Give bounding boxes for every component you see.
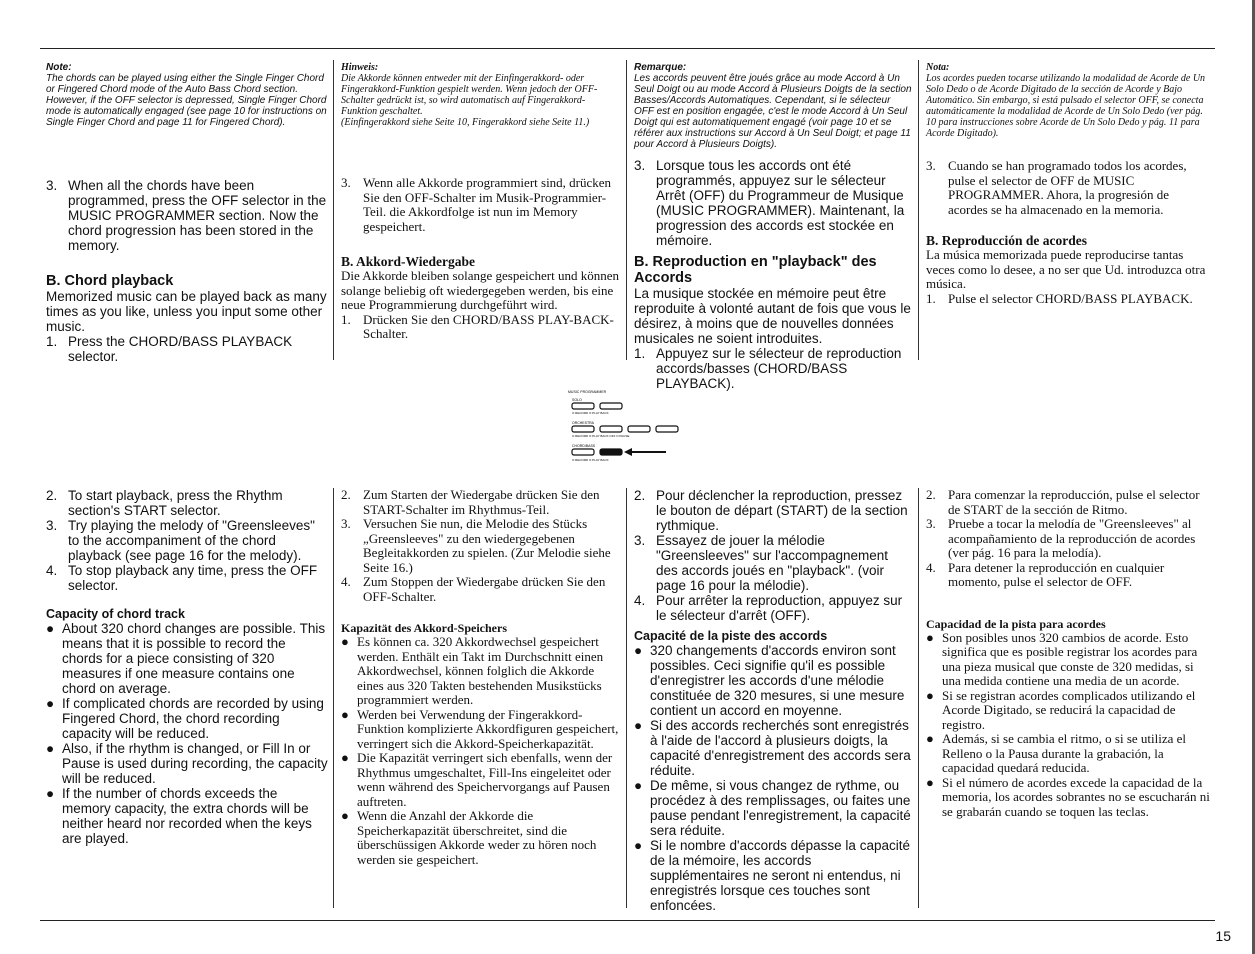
section-paragraph: Memorized music can be played back as many times as you like, unless you input some other music. [46, 289, 327, 334]
step-number: 2. [46, 488, 58, 503]
section-paragraph: La música memorizada puede reproducirse tantas veces como lo desee, a no ser que Ud. introduzca otra música. [926, 247, 1206, 291]
step-text: Pour déclencher la reproduction, pressez le bouton de départ (START) de la section rythmique. [656, 488, 908, 533]
subsection-heading: Kapazität des Akkord-Speichers [341, 621, 508, 635]
steps-list [926, 488, 1210, 590]
section-heading: B. Chord playback [46, 273, 174, 289]
separator [626, 60, 627, 360]
bullet-icon: ● [341, 750, 349, 765]
panel-svg [568, 388, 688, 468]
note-title: Remarque: [634, 62, 687, 73]
top-spanish-column [926, 62, 1210, 306]
list-item [926, 488, 1210, 517]
list-item [46, 488, 328, 518]
bullet-icon: ● [926, 731, 934, 746]
bullet-text: About 320 chord changes are possible. This means that it is possible to record the chords for a piece consisting of 320 measures if one measure contains one chord on average. [62, 621, 326, 696]
bullets-list [926, 631, 1210, 820]
bullet-text: Si el número de acordes excede la capacidad de la memoria, los acordes sobrantes no se escucharán ni se grabarán cuando se toquen las teclas. [942, 774, 1210, 819]
bullet-icon: ● [46, 621, 55, 636]
step-number: 4. [634, 593, 646, 608]
list-item [926, 517, 1210, 561]
record-button-shape [572, 426, 594, 432]
bullet-text: Werden bei Verwendung der Fingerakkord-Funktion komplizierte Akkordfiguren gespeichert, verringert sich die Akkord-Speicherkapazität. [357, 706, 619, 751]
step-number: 4. [46, 563, 58, 578]
bullets-list [634, 643, 912, 913]
bullet-icon: ● [634, 778, 643, 793]
bottom-spanish-column [926, 488, 1210, 819]
bullet-text: Son posibles unos 320 cambios de acorde. Esto significa que es posible registrar los acordes para una pieza musical que conste de 320 medidas, si una medida contiene una media de un acorde. [942, 629, 1198, 688]
bullet-text: Si se registran acordes complicados utilizando el Acorde Digitado, se reducirá la capacidad de registro. [942, 687, 1196, 732]
panel-row-label: CHORD/BASS [572, 444, 596, 448]
bullet-text: Die Kapazität verringert sich ebenfalls, wenn der Rhythmus umgeschaltet, Fill-Ins eingeleitet oder wenn während des Speichervorgangs auf Pausen auftreten. [357, 750, 613, 809]
step-number: 4. [341, 574, 351, 589]
off-button-shape [628, 426, 650, 432]
step-text: Versuchen Sie nun, die Melodie des Stücks „Greensleeves" zu den wiedergegebenen Begleitakkorden zu spielen. (Zur Melodie siehe Seite 16.) [363, 516, 611, 575]
list-item [634, 533, 912, 593]
list-item [46, 786, 328, 846]
list-item [634, 593, 912, 623]
record-button-shape [572, 403, 594, 409]
bullet-icon: ● [46, 786, 55, 801]
step-text: Pour arrêter la reproduction, appuyez sur le sélecteur d'arrêt (OFF). [656, 593, 903, 623]
bullets-list [341, 635, 619, 867]
note-text-2: (Einfingerakkord siehe Seite 10, Fingerakkord siehe Seite 11.) [341, 117, 590, 128]
step-number: 4. [926, 559, 936, 575]
bullet-icon: ● [341, 808, 349, 823]
note-text: Los acordes pueden tocarse utilizando la modalidad de Acorde de Un Solo Dedo o de Acorde Digitado de la sección de Acorde y Bajo Automático. Sin embargo, si está pulsado el selector OFF, se conecta automáticamente la modalidad de Acorde de Un Solo Dedo (ver pág. 10 para instrucciones sobre Acorde de Un Solo Dedo y pág. 11 para Acorde Digitado). [926, 73, 1206, 139]
step-text: Try playing the melody of "Greensleeves" to the accompaniment of the chord playback (see page 16 for the melody). [68, 518, 315, 563]
bullet-text: If complicated chords are recorded by using Fingered Chord, the chord recording capacity will be reduced. [62, 696, 324, 741]
step-text: Para detener la reproducción en cualquier momento, pulse el selector de OFF. [948, 559, 1165, 589]
playback-button-shape [600, 403, 622, 409]
note-title: Hinweis: [341, 62, 379, 73]
list-item [341, 708, 619, 752]
top-rule [40, 48, 1215, 49]
bottom-english-column [46, 488, 328, 846]
bullet-icon: ● [341, 706, 349, 722]
section-heading: B. Reproducción de acordes [926, 233, 1087, 248]
section-paragraph: La musique stockée en mémoire peut être reproduite à volonté autant de fois que vous le désirez, à moins que de nouvelles données musicales ne soient introduites. [634, 286, 911, 346]
panel-title: MUSIC PROGRAMMER [568, 390, 607, 394]
list-item [46, 741, 328, 786]
bullet-icon: ● [634, 643, 643, 658]
step-number: 2. [926, 487, 936, 502]
subsection-heading: Capacité de la piste des accords [634, 629, 828, 643]
step-text: Zum Starten der Wiedergabe drücken Sie den START-Schalter im Rhythmus-Teil. [363, 487, 600, 517]
list-item [341, 751, 619, 809]
step-1: 1. Press the CHORD/BASS PLAYBACK selector. [46, 334, 293, 364]
section-heading: B. Akkord-Wiedergabe [341, 254, 476, 269]
subsection-heading: Capacidad de la pista para acordes [926, 616, 1106, 631]
step-number: 2. [634, 488, 646, 503]
bottom-german-column [341, 488, 619, 867]
step-text: Zum Stoppen der Wiedergabe drücken Sie den OFF-Schalter. [363, 574, 606, 604]
bullets-list [46, 621, 328, 846]
record-button-shape [572, 449, 594, 455]
step-1: 1. Pulse el selector CHORD/BASS PLAYBACK. [926, 290, 1193, 306]
list-item [341, 517, 619, 575]
step-number: 3. [46, 518, 58, 533]
panel-button-labels: O RECORD O PLAY BACK OFF O PAUSE [572, 434, 630, 438]
step-number: 2. [341, 487, 351, 502]
bullet-icon: ● [926, 687, 934, 703]
playback-button-pressed-shape [600, 449, 622, 455]
step-number: 3. [634, 533, 646, 548]
top-english-column [46, 62, 328, 364]
note-text: Die Akkorde können entweder mit der Einfingerakkord- oder Fingerakkord-Funktion gespielt werden. Wenn jedoch der OFF-Schalter gedrückt ist, so wird automatisch auf Fingerakkord-Funktion geschaltet. [341, 73, 598, 117]
panel-button-labels: O RECORD O PLAY BACK [572, 458, 609, 462]
playback-button-shape [600, 426, 622, 432]
section-heading: B. Reproduction en "playback" des Accords [634, 254, 877, 286]
note-title: Nota: [926, 62, 950, 73]
bullet-icon: ● [926, 774, 934, 790]
list-item [926, 631, 1210, 689]
subsection-heading: Capacity of chord track [46, 607, 185, 621]
steps-list [341, 488, 619, 604]
bullet-text: Si des accords recherchés sont enregistrés à l'aide de l'accord à plusieurs doigts, la capacité d'enregistrement des accords sera réduite. [650, 718, 911, 778]
panel-row-label: ORCHESTRA [572, 421, 594, 425]
steps-list [634, 488, 912, 623]
list-item [341, 809, 619, 867]
top-german-column [341, 62, 619, 342]
bullet-text: De même, si vous changez de rythme, ou procédez à des remplissages, ou faites une pause pendant l'enregistrement, la capacité sera réduite. [650, 778, 911, 838]
list-item [341, 635, 619, 708]
step-3: 3. Cuando se han programado todos los acordes, pulse el selector de OFF de MUSIC PROGRAMMER. Ahora, la progresión de acordes se ha almacenado en la memoria. [926, 158, 1187, 217]
step-1: 1. Drücken Sie den CHORD/BASS PLAY-BACK-Schalter. [341, 311, 614, 341]
bullet-icon: ● [46, 696, 55, 711]
bullet-text: Wenn die Anzahl der Akkorde die Speicherkapazität überschreitet, sind die überschüssigen Akkorde weder zu hören noch werden sie gespeichert. [357, 808, 597, 867]
note-text: The chords can be played using either the Single Finger Chord or Fingered Chord mode of the Auto Bass Chord section. However, if the OFF selector is depressed, Single Finger Chord mode is automatically engaged (see page 10 for instructions on Single Finger Chord and page 11 for Fingered Chord). [46, 73, 327, 128]
bottom-rule [40, 920, 1215, 921]
step-1: 1. Appuyez sur le sélecteur de reproduction accords/basses (CHORD/BASS PLAYBACK). [634, 346, 902, 391]
list-item [46, 563, 328, 593]
list-item [634, 778, 912, 838]
panel-button-labels: O RECORD O PLAY BACK [572, 411, 609, 415]
bottom-french-column [634, 488, 912, 913]
separator [918, 488, 919, 908]
separator [626, 488, 627, 908]
pause-button-shape [656, 426, 678, 432]
list-item [46, 518, 328, 563]
list-item [634, 838, 912, 913]
bullet-icon: ● [46, 741, 55, 756]
list-item [341, 575, 619, 604]
bullet-icon: ● [634, 838, 643, 853]
steps-list [46, 488, 328, 593]
bullet-icon: ● [926, 629, 934, 645]
bullet-text: Si le nombre d'accords dépasse la capacité de la mémoire, les accords supplémentaires ne seront ni entendus, ni enregistrés lorsque ces touches sont enfoncées. [650, 838, 910, 913]
step-3: 3. Wenn alle Akkorde programmiert sind, drücken Sie den OFF-Schalter im Musik-Programmier-Teil. die Akkordfolge ist nun im Memory gespeichert. [341, 175, 612, 234]
list-item [46, 696, 328, 741]
bullet-icon: ● [341, 634, 349, 649]
step-3: 3. When all the chords have been programmed, press the OFF selector in the MUSIC PROGRAMMER section. Now the chord progression has been stored in the memory. [46, 178, 327, 253]
list-item [341, 488, 619, 517]
bullet-text: Es können ca. 320 Akkordwechsel gespeichert werden. Enthält ein Takt im Durchschnitt einen Akkordwechsel, können folglich die Akkorde eines aus 320 Takten bestehenden Musikstücks programmiert werden. [357, 634, 604, 707]
panel-row-label: SOLO [572, 398, 582, 402]
bullet-text: Also, if the rhythm is changed, or Fill In or Pause is used during recording, the capacity will be reduced. [62, 741, 328, 786]
list-item [926, 561, 1210, 590]
list-item [634, 643, 912, 718]
step-text: Pruebe a tocar la melodía de "Greensleeves" al acompañamiento de la reproducción de acordes (ver pág. 16 para la melodía). [948, 516, 1196, 560]
step-number: 3. [341, 516, 351, 531]
bullet-text: 320 changements d'accords environ sont possibles. Ceci signifie qu'il es possible d'enregistrer les accords d'une mélodie constituée de 320 mesures, si une mesure contient un accord en moyenne. [650, 643, 905, 718]
step-text: Para comenzar la reproducción, pulse el selector de START de la sección de Ritmo. [948, 487, 1200, 517]
step-text: To start playback, press the Rhythm section's START selector. [68, 488, 283, 518]
step-text: Essayez de jouer la mélodie "Greensleeves" sur l'accompagnement des accords joués en "playback". (voir page 16 pour la mélodie). [656, 533, 889, 593]
page-number: 15 [1215, 928, 1231, 944]
list-item [634, 718, 912, 778]
bullet-text: If the number of chords exceeds the memory capacity, the extra chords will be neither heard nor recorded when the keys are played. [62, 786, 312, 846]
note-title: Note: [46, 62, 72, 73]
bullet-text: Además, si se cambia el ritmo, o si se utiliza el Relleno o la Pausa durante la grabación, la capacidad quedará reducida. [942, 731, 1187, 775]
top-french-column [634, 62, 912, 391]
separator [918, 60, 919, 360]
separator [333, 488, 334, 908]
list-item [926, 776, 1210, 820]
separator [333, 60, 334, 360]
bullet-icon: ● [634, 718, 643, 733]
arrow-left-icon [624, 448, 666, 456]
note-text: Les accords peuvent être joués grâce au mode Accord à Un Seul Doigt ou au mode Accord à Plusieurs Doigts de la section Basses/Accords Automatiques. Cependant, si le sélecteur OFF est en position engagée, c'est le mode Accord à Un Seul Doigt qui est automatiquement engagé (voir page 10 et se référer aux instructions sur Accord à Un Seul Doigt; et page 11 pour Accord à Plusieurs Doigts). [634, 73, 912, 150]
list-item [926, 732, 1210, 776]
section-paragraph: Die Akkorde bleiben solange gespeichert und können solange beliebig oft wiedergegeben werden, bis eine neue Programmierung durchgeführt wird. [341, 268, 619, 312]
step-text: To stop playback any time, press the OFF selector. [68, 563, 318, 593]
list-item [634, 488, 912, 533]
list-item [46, 621, 328, 696]
list-item [926, 689, 1210, 733]
music-programmer-panel-illustration [568, 388, 688, 468]
step-3: 3. Lorsque tous les accords ont été programmés, appuyez sur le sélecteur Arrêt (OFF) du Programmeur de Musique (MUSIC PROGRAMMER). Maintenant, la progression des accords est stockée en mémoire. [634, 158, 905, 248]
step-number: 3. [926, 516, 936, 531]
